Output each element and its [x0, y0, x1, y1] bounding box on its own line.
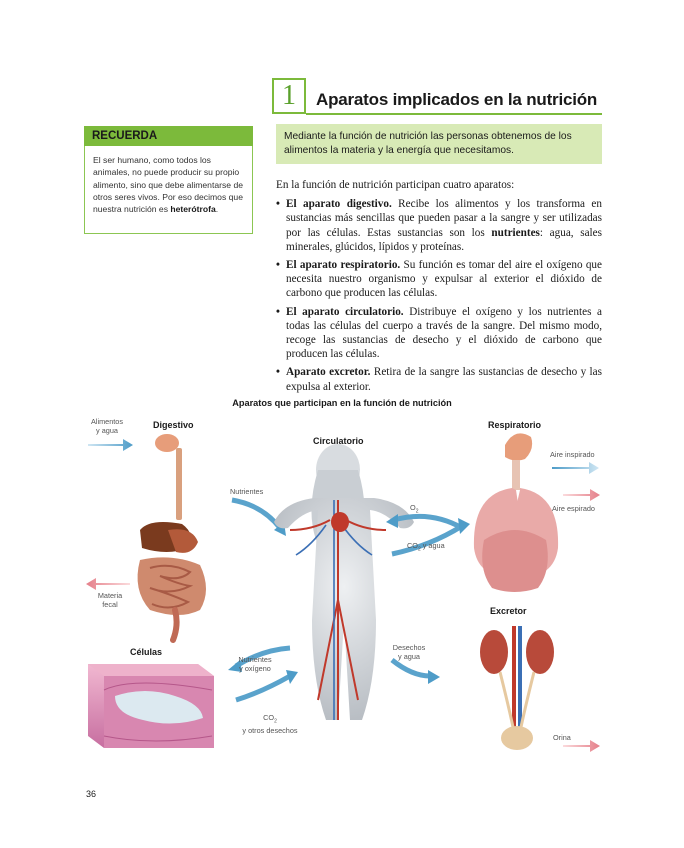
item-text: Distribuye el oxígeno y los nutrientes a todas las células del cuerpo a través de la sangre. Del mismo modo, recoge las sustancias de desecho y el dióxido de carbono que producen las células. [286, 305, 603, 361]
recuerda-bold-word: heterótrofa [170, 204, 216, 215]
label-respiratorio: Respiratorio [488, 420, 542, 430]
recuerda-end: . [215, 204, 219, 215]
label-co2-rest: y agua [420, 541, 445, 550]
respiratory-system-illustration [474, 433, 558, 592]
item-term: El aparato respiratorio. [286, 259, 401, 272]
label-o2 [410, 503, 418, 516]
label-desechos-agua: Desechos y agua [392, 643, 426, 661]
body-lead: En la función de nutrición participan cuatro aparatos: [276, 179, 515, 191]
label-co2-desechos [240, 713, 300, 735]
label-co2-text: CO [407, 541, 418, 550]
label-co2-sub: 2 [417, 546, 421, 553]
recuerda-text: El ser humano, como todos los animales, no puede producir su propio alimento, sino que debe alimentarse de otros seres vivos. Por eso decimos que nuestra nutrición es [93, 155, 244, 215]
item-text: : agua, sales minerales, glúcidos, lípidos y proteínas. [286, 226, 602, 253]
digestive-system-illustration [138, 434, 206, 640]
label-o2-text: O [410, 503, 416, 512]
item-term: El aparato digestivo. [286, 198, 392, 211]
label-orina: Orina [553, 733, 571, 742]
arrow-feces-out [86, 578, 130, 590]
label-o2-sub: 2 [415, 508, 419, 515]
item-bold: nutrientes [491, 226, 540, 239]
item-text: Recibe los alimentos y los transforma en sustancias más sencillas que pueden pasar a la sangre y ser utilizadas por las células. Estas sustancias son los [286, 198, 602, 239]
arrow-co2-waste-from-cells [236, 670, 298, 700]
arrow-air-in [552, 462, 599, 474]
item-text: Su función es tomar del aire el oxígeno que necesita nuestro organismo y expulsar al exterior el dióxido de carbono que producen las células. [286, 259, 602, 300]
circulatory-figure-illustration [274, 444, 414, 720]
label-co2d-text: CO [263, 713, 275, 722]
label-nutrientes-oxigeno: Nutrientes y oxígeno [238, 655, 272, 673]
label-circulatorio: Circulatorio [313, 436, 364, 446]
arrow-waste-excretor [392, 660, 440, 684]
arrow-food-in [88, 439, 133, 451]
section-title: Aparatos implicados en la nutrición [316, 90, 598, 109]
item-text: Retira de la sangre las sustancias de desecho y las expulsa al exterior. [286, 366, 602, 393]
label-materia-fecal: Materia fecal [97, 591, 123, 609]
label-alimentos-agua: Alimentos y agua [90, 417, 124, 435]
item-term: El aparato circulatorio. [286, 305, 404, 318]
label-excretor: Excretor [490, 606, 527, 616]
label-celulas: Células [130, 647, 163, 657]
arrow-air-out [563, 489, 600, 501]
label-co2d-rest: y otros desechos [242, 726, 298, 736]
recuerda-heading: RECUERDA [84, 126, 253, 146]
section-number: 1 [272, 78, 306, 114]
figure-title: Aparatos que participan en la función de nutrición [232, 398, 452, 408]
label-co2-agua [407, 541, 445, 554]
label-aire-espirado: Aire espirado [552, 504, 595, 513]
label-co2d-sub: 2 [274, 718, 277, 725]
label-aire-inspirado: Aire inspirado [550, 450, 595, 459]
label-digestivo: Digestivo [153, 420, 194, 430]
page-number: 36 [86, 789, 97, 799]
excretory-system-illustration [480, 626, 554, 750]
intro-highlight: Mediante la función de nutrición las personas obtenemos de los alimentos la materia y la energía que necesitamos. [276, 124, 602, 164]
arrow-o2 [386, 514, 462, 528]
label-nutrientes: Nutrientes [230, 487, 264, 496]
item-term: Aparato excretor. [286, 366, 371, 379]
cells-tissue-illustration [88, 664, 214, 748]
